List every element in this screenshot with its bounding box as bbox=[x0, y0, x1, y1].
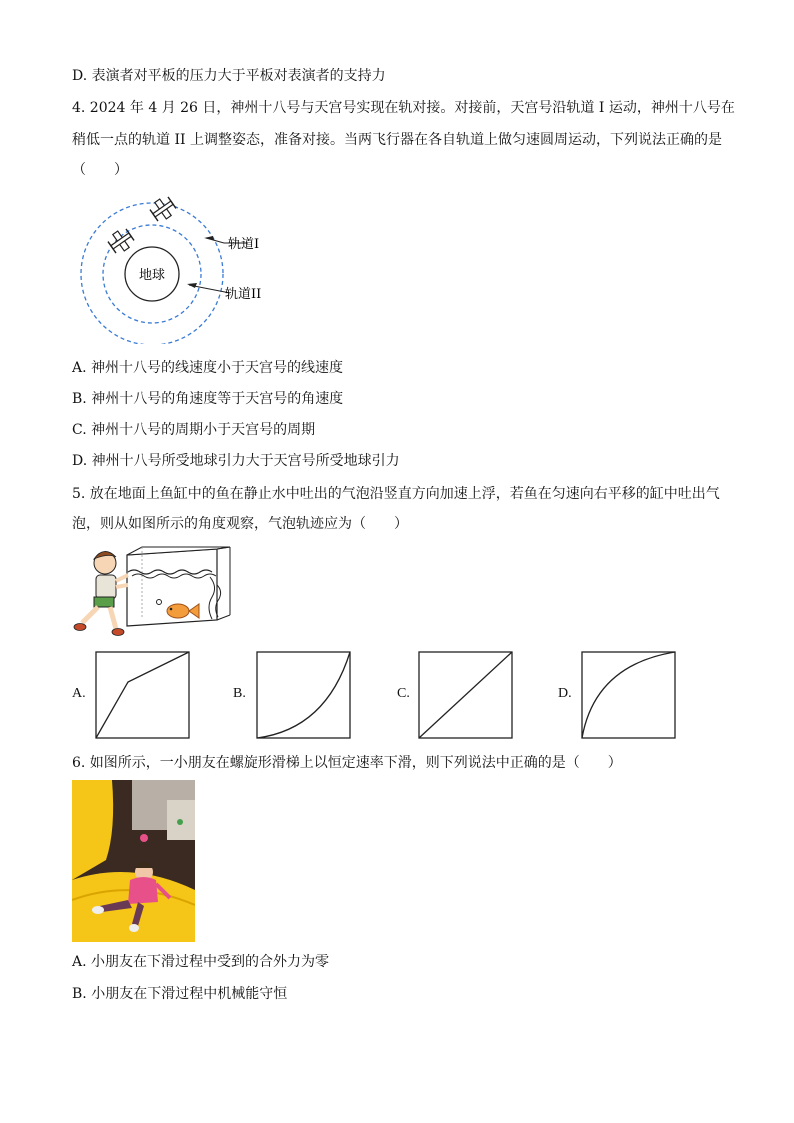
q5-choice-b-graph bbox=[256, 651, 352, 739]
q4-option-a: A. 神州十八号的线速度小于天宫号的线速度 bbox=[72, 360, 344, 376]
q5-choice-d-label: D. bbox=[558, 686, 572, 701]
q4-stem-line3: （ ） bbox=[72, 162, 128, 178]
q5-choice-a-graph bbox=[95, 651, 191, 739]
q4-option-b: B. 神州十八号的角速度等于天宫号的角速度 bbox=[72, 391, 344, 407]
boy-pushing-illustration bbox=[74, 551, 128, 635]
q5-stem-line1: 5. 放在地面上鱼缸中的鱼在静止水中吐出的气泡沿竖直方向加速上浮，若鱼在匀速向右平移的缸中吐出气 bbox=[72, 486, 720, 502]
orbit-figure bbox=[70, 192, 290, 344]
spacecraft-icon bbox=[148, 194, 177, 223]
q6-option-a: A. 小朋友在下滑过程中受到的合外力为零 bbox=[72, 954, 330, 970]
q6-option-b: B. 小朋友在下滑过程中机械能守恒 bbox=[72, 986, 288, 1002]
fish-tank-illustration bbox=[72, 545, 232, 639]
q5-stem-line2: 泡，则从如图所示的角度观察，气泡轨迹应为（ ） bbox=[72, 516, 408, 532]
q5-choice-c-label: C. bbox=[397, 686, 410, 701]
q4-stem-line2: 稍低一点的轨道 II 上调整姿态，准备对接。当两飞行器在各自轨道上做匀速圆周运动，下列说法正确的是 bbox=[72, 132, 722, 148]
q4-stem-line1: 4. 2024 年 4 月 26 日，神州十八号与天宫号实现在轨对接。对接前，天宫号沿轨道 I 运动，神州十八号在 bbox=[72, 100, 735, 116]
q4-option-d: D. 神州十八号所受地球引力大于天宫号所受地球引力 bbox=[72, 453, 400, 469]
q5-choice-a-label: A. bbox=[72, 686, 86, 701]
spacecraft-icon bbox=[106, 226, 135, 255]
q6-stem-line1: 6. 如图所示，一小朋友在螺旋形滑梯上以恒定速率下滑，则下列说法中正确的是（ ） bbox=[72, 755, 622, 771]
slide-photo bbox=[72, 780, 195, 942]
q3-option-d: D. 表演者对平板的压力大于平板对表演者的支持力 bbox=[72, 68, 386, 84]
q5-choice-d-graph bbox=[581, 651, 677, 739]
q5-choice-c-graph bbox=[418, 651, 514, 739]
orbit2-label: 轨道II bbox=[225, 287, 262, 302]
earth-label: 地球 bbox=[138, 268, 166, 283]
q4-option-c: C. 神州十八号的周期小于天宫号的周期 bbox=[72, 422, 316, 438]
orbit1-label: 轨道I bbox=[228, 237, 260, 252]
q5-choice-b-label: B. bbox=[233, 686, 246, 701]
